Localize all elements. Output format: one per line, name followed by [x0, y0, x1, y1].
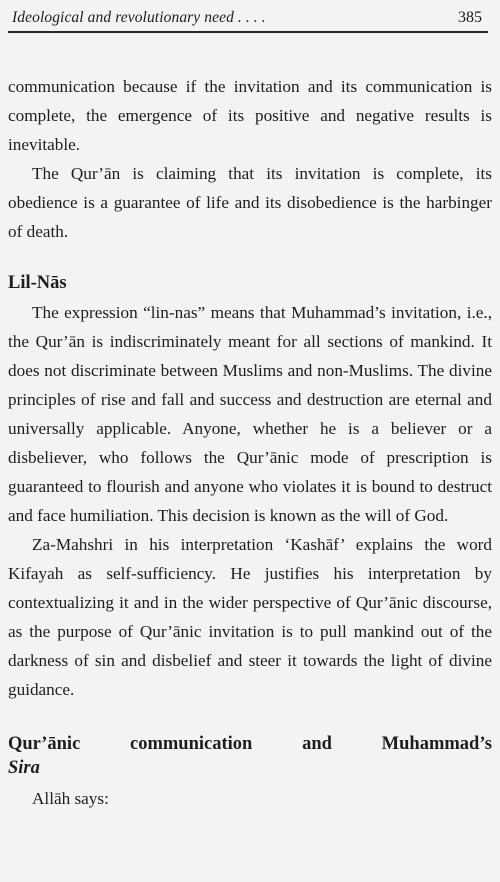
paragraph-quran-claim: The Qur’ān is claiming that its invitation is complete, its obedience is a guarantee of life and its disobedience is the harbinger of death.	[8, 164, 492, 241]
section-heading-quranic-communication: Qur’ānic communication and Muhammad’s	[8, 734, 492, 754]
running-head	[6, 0, 492, 34]
header-rule	[8, 31, 488, 33]
paragraph-lin-nas: The expression “lin-nas” means that Muhammad’s invitation, i.e., the Qur’ān is indiscriminately meant for all sections of mankind. It does not discriminate between Muslims and non-Muslims. The divine principles of rise and fall and success and destruction are eternal and universally applicable. Anyone, whether he is a believer or a disbeliever, who follows the Qur’ānic mode of prescription is guaranteed to flourish and anyone who violates it is bound to destruct and face humiliation. This decision is known as the will of God.	[8, 303, 492, 525]
section-heading-sira: Sira	[8, 758, 40, 778]
paragraph-za-mahshri: Za-Mahshri in his interpretation ‘Kashāf’ explains the word Kifayah as self-sufficiency. He justifies his interpretation by contextualizing it and in the wider perspective of Qur’ānic discourse, as the purpose of Qur’ānic invitation is to pull mankind out of the darkness of sin and disbelief and steer it towards the light of divine guidance.	[8, 535, 492, 699]
page-number: 385	[458, 9, 482, 26]
running-title: Ideological and revolutionary need . . . .	[12, 9, 266, 26]
paragraph-continuation: communication because if the invitation and its communication is complete, the emergence of its positive and negative results is inevitable.	[8, 77, 492, 154]
page-body	[6, 72, 492, 813]
paragraph-allah-says: Allāh says:	[32, 789, 109, 808]
section-heading-lil-nas: Lil-Nās	[8, 273, 67, 293]
